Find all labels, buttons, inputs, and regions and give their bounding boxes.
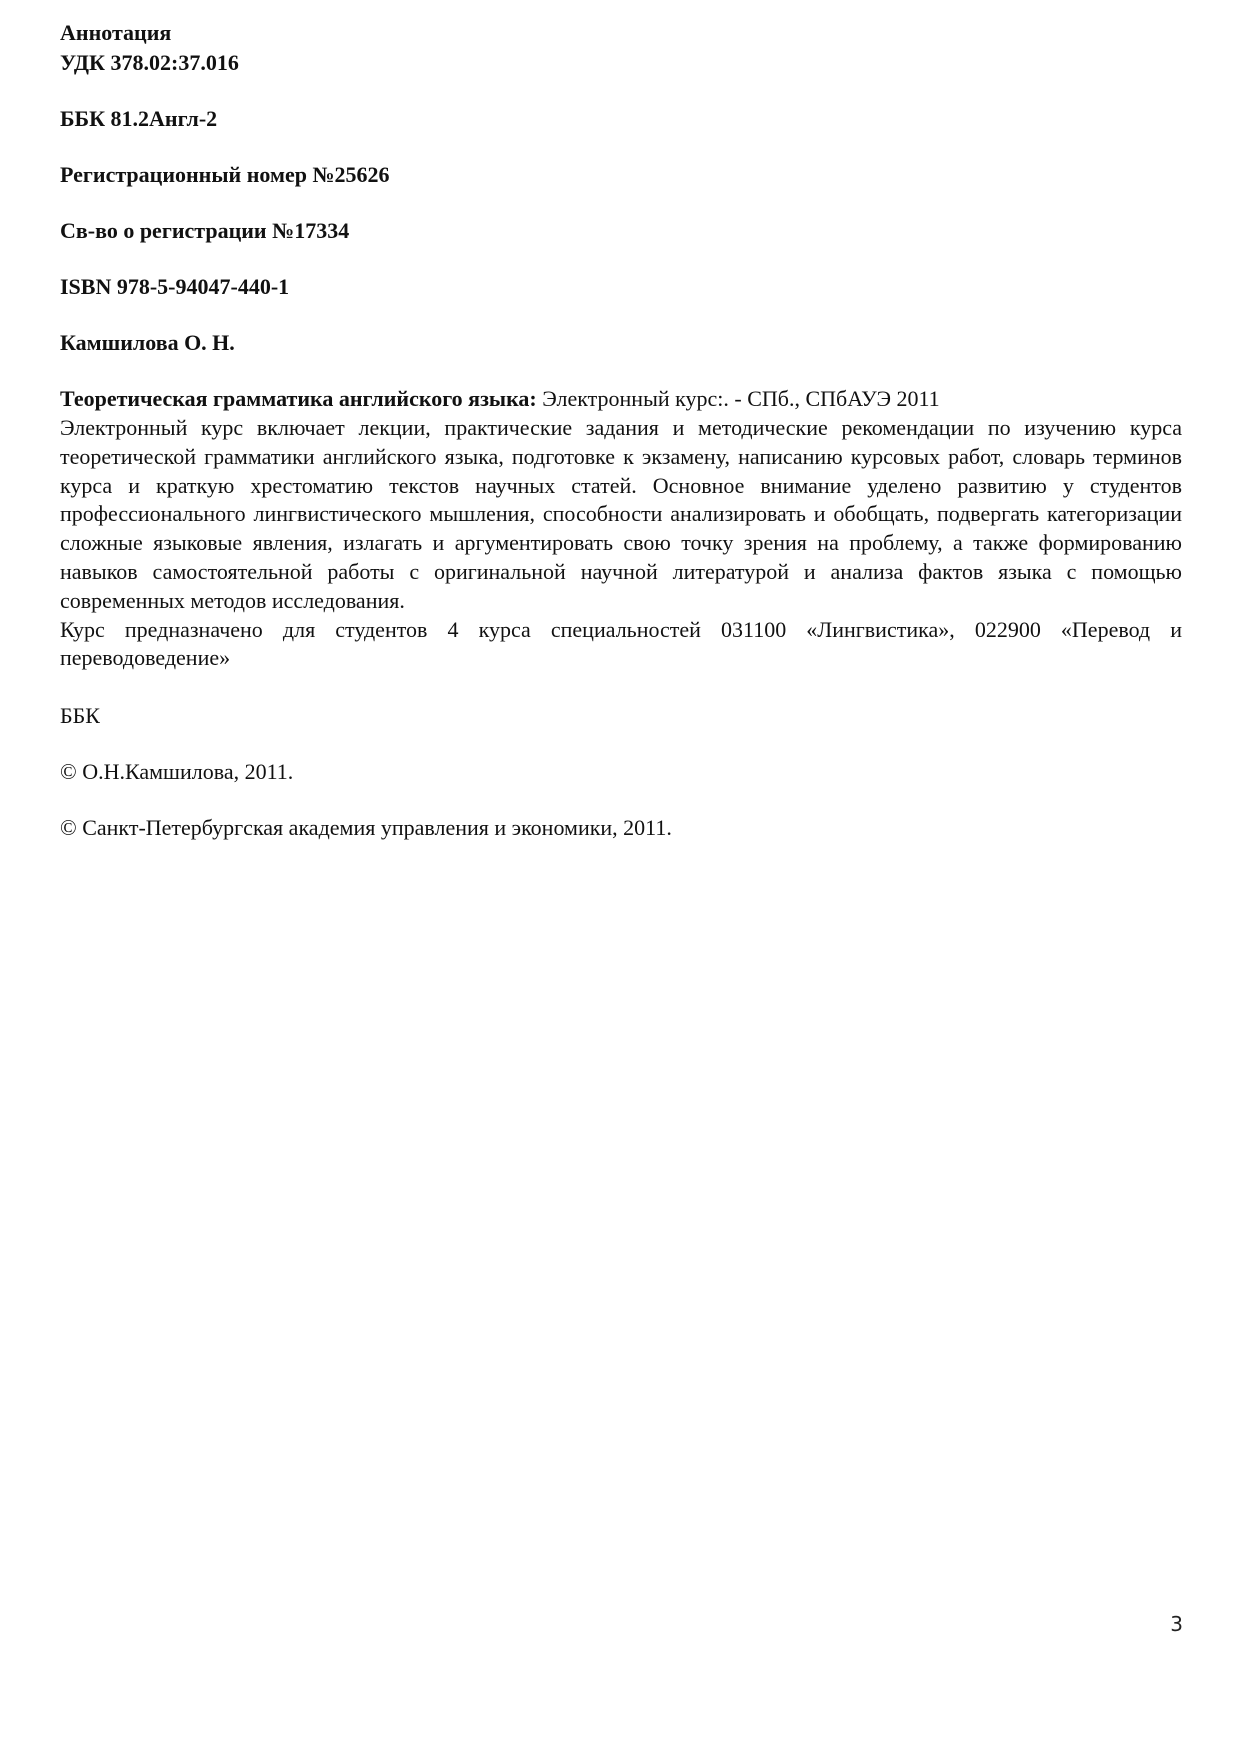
abstract-paragraph: Электронный курс включает лекции, практические задания и методические рекомендации по изучению курса теоретической грамматики английского языка, подготовке к экзамену, написанию курсовых работ, словарь терминов курса и краткую хрестоматию текстов научных статей. Основное внимание уделено развитию у студентов профессионального лингвистического мышления, способности анализировать и обобщать, подвергать категоризации сложные языковые явления, излагать и аргументировать свою точку зрения на проблему, а также формированию навыков самостоятельной работы с оригинальной научной литературой и анализа фактов языка с помощью современных методов исследования. <box>60 415 1182 613</box>
bbk-short: ББК <box>60 703 100 729</box>
audience-paragraph: Курс предназначено для студентов 4 курса специальностей 031100 «Лингвистика», 022900 «Перевод и переводоведение» <box>60 616 1182 671</box>
author: Камшилова О. Н. <box>60 330 235 355</box>
annotation-heading: Аннотация <box>60 20 172 45</box>
copyright-author: © О.Н.Камшилова, 2011. <box>60 759 294 785</box>
document-page <box>60 18 1182 843</box>
citation <box>60 384 1182 414</box>
isbn: ISBN 978-5-94047-440-1 <box>60 274 290 299</box>
citation-title: Теоретическая грамматика английского языка: <box>60 386 537 411</box>
registration-number: Регистрационный номер №25626 <box>60 162 390 187</box>
copyright-organization: © Санкт-Петербургская академия управления и экономики, 2011. <box>60 815 672 841</box>
udk-code: УДК 378.02:37.016 <box>60 50 239 75</box>
citation-details: Электронный курс:. - СПб., СПбАУЭ 2011 <box>536 386 940 411</box>
bbk-code: ББК 81.2Англ-2 <box>60 106 218 131</box>
page-number: 3 <box>1170 1612 1183 1636</box>
registration-certificate: Св-во о регистрации №17334 <box>60 218 350 243</box>
